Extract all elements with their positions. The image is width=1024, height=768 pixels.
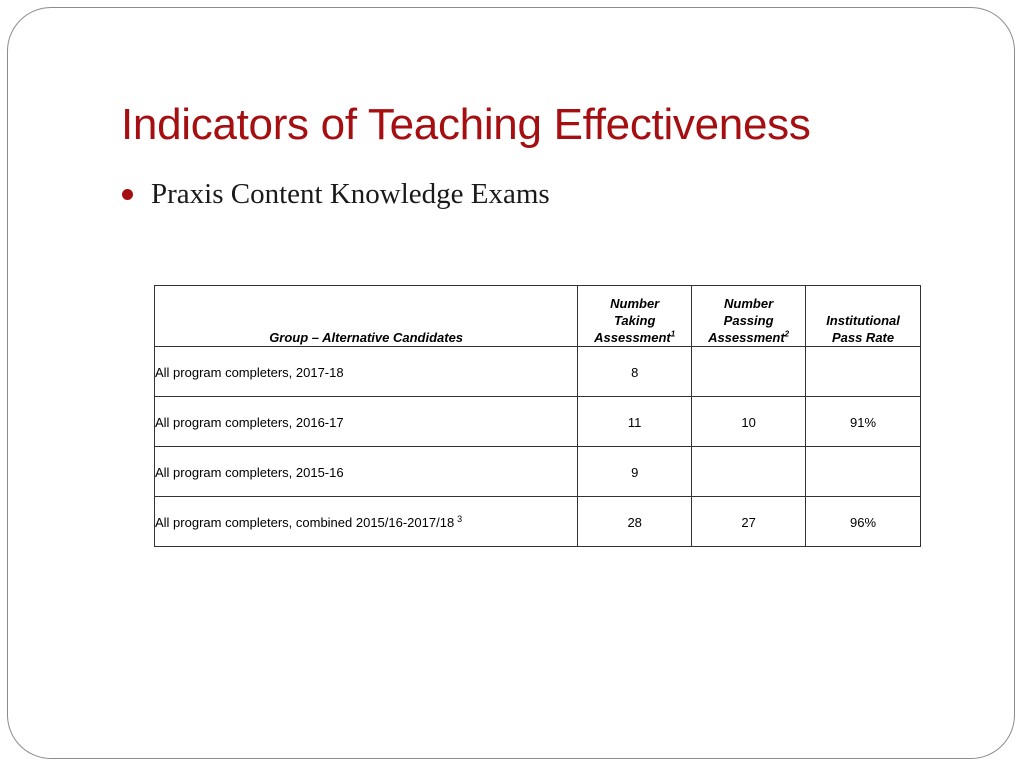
table-header-row: [155, 286, 921, 347]
group-cell: All program completers, 2015-16: [155, 447, 578, 497]
praxis-results-table: [154, 285, 921, 547]
bullet-text: Praxis Content Knowledge Exams: [151, 178, 550, 210]
group-cell: All program completers, 2016-17: [155, 397, 578, 447]
taking-cell: 28: [578, 497, 692, 547]
group-cell: All program completers, 2017-18: [155, 347, 578, 397]
taking-cell: 8: [578, 347, 692, 397]
passing-cell: [692, 347, 806, 397]
rate-cell: [806, 347, 921, 397]
rate-cell: [806, 447, 921, 497]
table-row: [155, 397, 921, 447]
table-row: [155, 347, 921, 397]
header-pass-rate: Institutional Pass Rate: [806, 286, 921, 347]
bullet-item: [122, 178, 550, 211]
passing-cell: [692, 447, 806, 497]
taking-cell: 11: [578, 397, 692, 447]
bullet-dot-icon: [122, 189, 133, 200]
rate-cell: 96%: [806, 497, 921, 547]
group-cell: All program completers, combined 2015/16-2017/18 $^3$: [155, 497, 578, 547]
table-row: [155, 447, 921, 497]
passing-cell: 10: [692, 397, 806, 447]
passing-cell: 27: [692, 497, 806, 547]
rate-cell: 91%: [806, 397, 921, 447]
header-group: Group – Alternative Candidates: [155, 286, 578, 347]
slide-title: Indicators of Teaching Effectiveness: [121, 100, 811, 149]
taking-cell: 9: [578, 447, 692, 497]
header-number-taking: Number Taking Assessment$^1$: [578, 286, 692, 347]
header-number-passing: Number Passing Assessment$^2$: [692, 286, 806, 347]
table-row: [155, 497, 921, 547]
